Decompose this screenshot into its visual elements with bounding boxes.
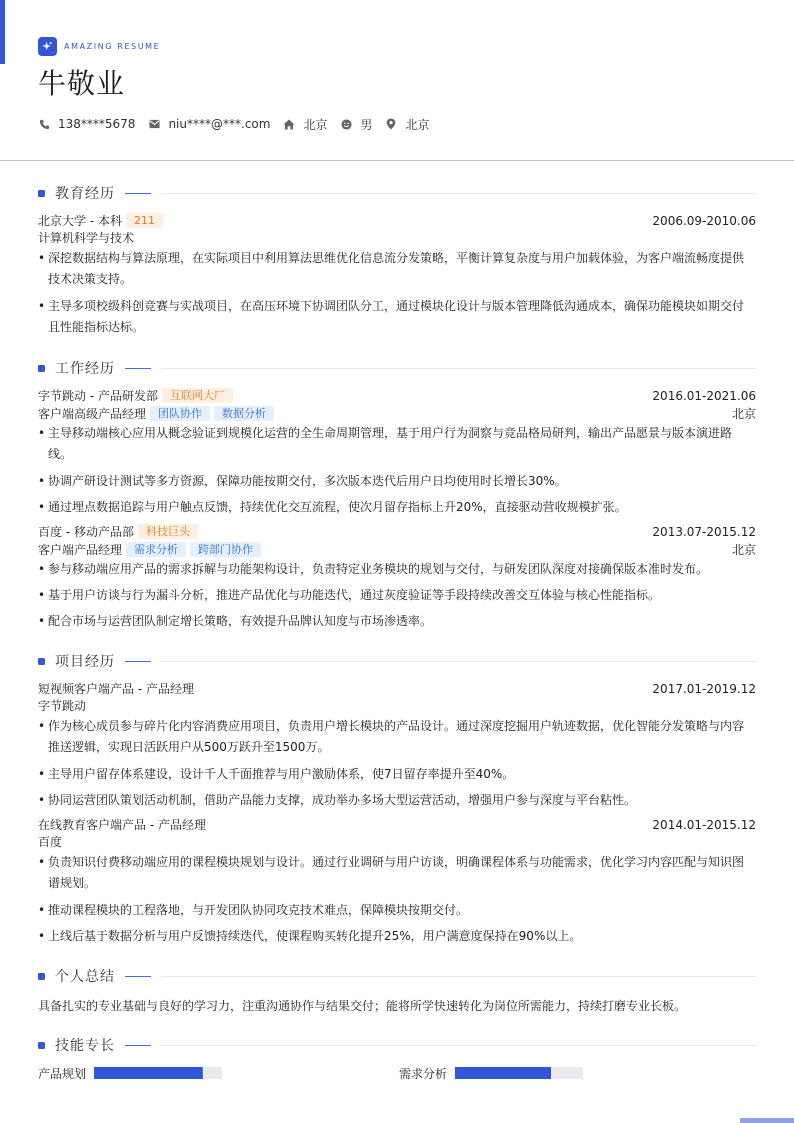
skill-name: 需求分析 bbox=[399, 1066, 448, 1081]
section-header-summary bbox=[38, 967, 756, 985]
summary-text: 具备扎实的专业基础与良好的学习力，注重沟通协作与结果交付；能将所学快速转化为岗位所需能力，持续打磨专业长板。 bbox=[38, 999, 687, 1013]
section-header-education bbox=[38, 184, 756, 202]
company-name: 百度 - 移动产品部 bbox=[38, 525, 134, 539]
section-divider bbox=[161, 368, 756, 369]
section-divider bbox=[161, 193, 756, 194]
list-item: • 主导多项校级科创竞赛与实战项目，在高压环境下协调团队分工，通过模块化设计与版本管理降低沟通成本，确保功能模块如期交付且性能指标达标。 bbox=[38, 296, 744, 338]
section-marker bbox=[38, 973, 45, 980]
skill-tag: 跨部门协作 bbox=[190, 542, 261, 557]
project-org: 字节跳动 bbox=[38, 699, 87, 713]
section-divider bbox=[161, 976, 756, 977]
sparkle-icon bbox=[38, 37, 57, 56]
work-entry-header bbox=[38, 523, 756, 540]
section-marker bbox=[38, 658, 45, 665]
skill-name: 产品规划 bbox=[38, 1066, 87, 1081]
job-title: 客户端产品经理 bbox=[38, 543, 123, 557]
project-entry-header bbox=[38, 680, 756, 697]
section-accent-line bbox=[125, 368, 151, 369]
work-city: 北京 bbox=[731, 407, 756, 421]
smiley-icon bbox=[340, 118, 352, 130]
contact-phone bbox=[38, 117, 135, 131]
project-entry-header bbox=[38, 816, 756, 833]
brand-label: AMAZING RESUME bbox=[64, 42, 161, 51]
education-dates: 2006.09-2010.06 bbox=[652, 213, 756, 228]
resume-header bbox=[38, 37, 756, 132]
list-item: • 主导用户留存体系建设，设计千人千面推荐与用户激励体系，使7日留存率提升至40%。 bbox=[38, 764, 744, 785]
list-item: • 主导移动端核心应用从概念验证到规模化运营的全生命周期管理，基于用户行为洞察与竞品格局研判，输出产品愿景与版本演进路线。 bbox=[38, 423, 744, 465]
phone-icon bbox=[38, 118, 50, 130]
phone-number: 138****5678 bbox=[58, 117, 136, 131]
skill-item bbox=[38, 1065, 222, 1081]
company-tag: 科技巨头 bbox=[138, 524, 198, 539]
contact-email bbox=[148, 117, 270, 131]
work-role-row bbox=[38, 541, 756, 558]
candidate-name: 牛敬业 bbox=[38, 67, 126, 100]
school-tag: 211 bbox=[126, 213, 163, 228]
contact-gender bbox=[340, 116, 372, 133]
project-title: 短视频客户端产品 - 产品经理 bbox=[38, 682, 194, 696]
company-name: 字节跳动 - 产品研发部 bbox=[38, 389, 158, 403]
project-dates: 2017.01-2019.12 bbox=[652, 681, 756, 696]
work-entry-header bbox=[38, 387, 756, 404]
header-divider bbox=[0, 160, 794, 161]
section-marker bbox=[38, 365, 45, 372]
section-divider bbox=[161, 1045, 756, 1046]
work-dates: 2013.07-2015.12 bbox=[652, 524, 756, 539]
list-item: • 协调产研设计测试等多方资源，保障功能按期交付，多次版本迭代后用户日均使用时长增长30%。 bbox=[38, 471, 744, 492]
list-item: • 负责知识付费移动端应用的课程模块规划与设计。通过行业调研与用户访谈，明确课程体系与功能需求，优化学习内容匹配与知识图谱规划。 bbox=[38, 852, 744, 894]
project-title: 在线教育客户端产品 - 产品经理 bbox=[38, 818, 206, 832]
skill-level-bar bbox=[94, 1067, 222, 1079]
company-tag: 互联网大厂 bbox=[162, 388, 233, 403]
section-accent-line bbox=[125, 1045, 151, 1046]
list-item: • 通过埋点数据追踪与用户触点反馈，持续优化交互流程，使次月留存指标上升20%，直接驱动营收规模扩张。 bbox=[38, 497, 744, 518]
school-name: 北京大学 - 本科 bbox=[38, 214, 122, 228]
work-role-row bbox=[38, 405, 756, 422]
skill-tag: 需求分析 bbox=[126, 542, 186, 557]
section-accent-line bbox=[125, 976, 151, 977]
skill-level-fill bbox=[94, 1067, 203, 1079]
section-header-work bbox=[38, 359, 756, 377]
section-header-projects bbox=[38, 652, 756, 670]
list-item: • 作为核心成员参与碎片化内容消费应用项目，负责用户增长模块的产品设计。通过深度挖掘用户轨迹数据，优化智能分发策略与内容推送逻辑，实现日活跃用户从500万跃升至1500万。 bbox=[38, 716, 744, 758]
project-dates: 2014.01-2015.12 bbox=[652, 817, 756, 832]
section-accent-line bbox=[125, 193, 151, 194]
location: 北京 bbox=[405, 117, 430, 132]
mail-icon bbox=[148, 118, 160, 130]
work-city: 北京 bbox=[731, 543, 756, 557]
section-header-skills bbox=[38, 1036, 756, 1054]
brand bbox=[38, 37, 756, 56]
education-entry-header bbox=[38, 212, 756, 229]
location-pin-icon bbox=[385, 118, 397, 130]
contact-location bbox=[385, 116, 429, 133]
email-address: niu****@***.com bbox=[168, 117, 271, 131]
skill-item bbox=[399, 1065, 583, 1081]
work-dates: 2016.01-2021.06 bbox=[652, 388, 756, 403]
list-item: • 协同运营团队策划活动机制，借助产品能力支撑，成功举办多场大型运营活动，增强用户参与深度与平台粘性。 bbox=[38, 790, 744, 811]
list-item: • 基于用户访谈与行为漏斗分析，推进产品优化与功能迭代，通过灰度验证等手段持续改善交互体验与核心性能指标。 bbox=[38, 585, 744, 606]
skill-tag: 数据分析 bbox=[214, 406, 274, 421]
list-item: • 参与移动端应用产品的需求拆解与功能架构设计，负责特定业务模块的规划与交付，与研发团队深度对接确保版本准时发布。 bbox=[38, 559, 744, 580]
home-icon bbox=[283, 118, 295, 130]
list-item: • 推动课程模块的工程落地，与开发团队协同攻克技术难点，保障模块按期交付。 bbox=[38, 900, 744, 921]
major: 计算机科学与技术 bbox=[38, 231, 135, 245]
section-title: 项目经历 bbox=[55, 654, 115, 670]
list-item: • 深挖数据结构与算法原理，在实际项目中利用算法思维优化信息流分发策略，平衡计算复杂度与用户加载体验，为客户端流畅度提供技术决策支持。 bbox=[38, 248, 744, 290]
section-divider bbox=[161, 661, 756, 662]
list-item: • 配合市场与运营团队制定增长策略，有效提升品牌认知度与市场渗透率。 bbox=[38, 611, 744, 632]
contact-info bbox=[38, 116, 756, 132]
hometown: 北京 bbox=[303, 117, 328, 132]
section-title: 教育经历 bbox=[55, 186, 115, 202]
section-marker bbox=[38, 1042, 45, 1049]
list-item: • 上线后基于数据分析与用户反馈持续迭代，使课程购买转化提升25%，用户满意度保持在90%以上。 bbox=[38, 926, 744, 947]
section-accent-line bbox=[125, 661, 151, 662]
skill-tag: 团队协作 bbox=[150, 406, 210, 421]
project-org: 百度 bbox=[38, 835, 63, 849]
contact-hometown bbox=[283, 116, 327, 133]
section-title: 工作经历 bbox=[55, 361, 115, 377]
corner-accent-bar bbox=[740, 1118, 794, 1123]
section-marker bbox=[38, 190, 45, 197]
gender: 男 bbox=[360, 117, 373, 132]
section-title: 技能专长 bbox=[55, 1038, 115, 1054]
left-accent-bar bbox=[0, 0, 5, 64]
skill-level-bar bbox=[455, 1067, 583, 1079]
skill-level-fill bbox=[455, 1067, 551, 1079]
job-title: 客户端高级产品经理 bbox=[38, 407, 147, 421]
section-title: 个人总结 bbox=[55, 969, 115, 985]
